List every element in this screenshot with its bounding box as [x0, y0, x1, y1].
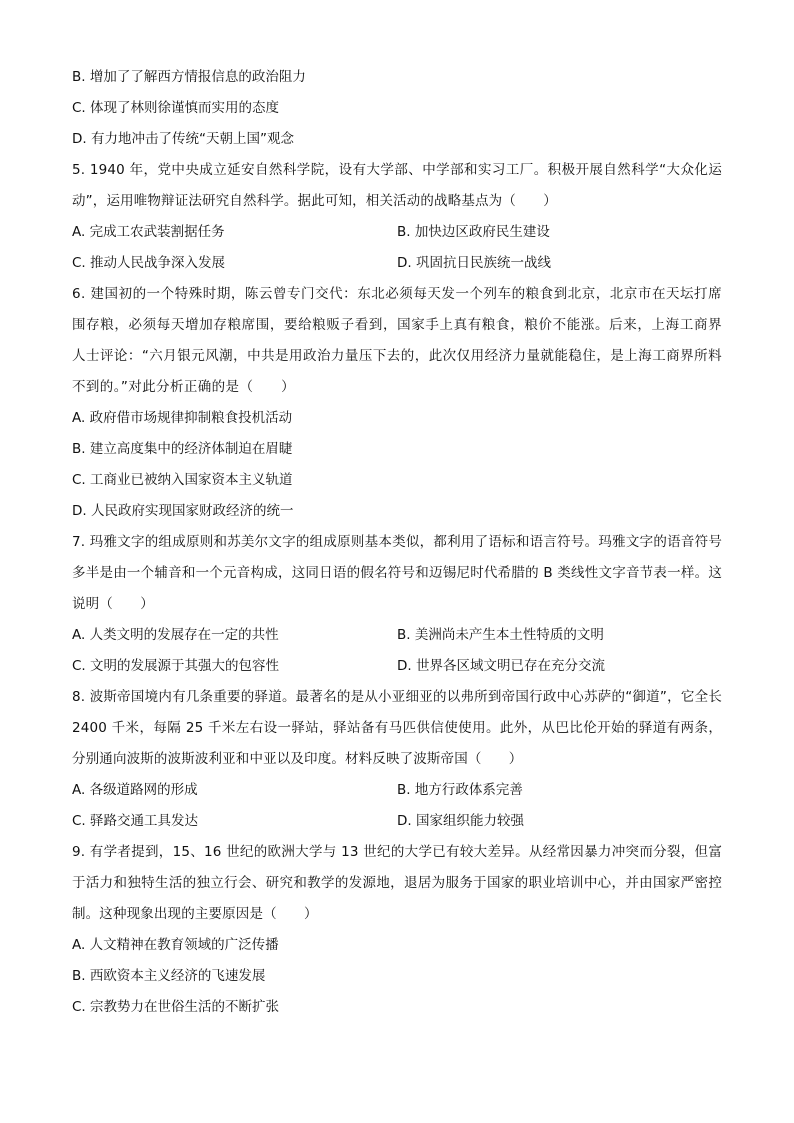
- question-5: [72, 155, 722, 279]
- option-d-prev: D. 有力地冲击了传统“天朝上国”观念: [72, 131, 294, 147]
- question-8-option-c: C. 驿路交通工具发达: [72, 813, 199, 829]
- question-7: [72, 527, 722, 682]
- question-7-option-a: A. 人类文明的发展存在一定的共性: [72, 627, 279, 643]
- question-5-option-b: B. 加快边区政府民生建设: [397, 224, 550, 240]
- option-c-prev: C. 体现了林则徐谨慎而实用的态度: [72, 100, 280, 116]
- question-9-option-a: A. 人文精神在教育领域的广泛传播: [72, 937, 279, 953]
- question-7-options: [72, 620, 722, 682]
- question-7-stem: 7. 玛雅文字的组成原则和苏美尔文字的组成原则基本类似，都利用了语标和语言符号。玛雅文字的语音符号多半是由一个辅音和一个元音构成，这同日语的假名符号和迈锡尼时代希腊的 B 类线性文字音节表一样。这说明（ ）: [72, 534, 722, 612]
- question-8-options: [72, 775, 722, 837]
- question-8: [72, 682, 722, 837]
- question-8-option-b: B. 地方行政体系完善: [397, 782, 523, 798]
- question-6-stem: 6. 建国初的一个特殊时期，陈云曾专门交代：东北必须每天发一个列车的粮食到北京，北京市在天坛打席围存粮，必须每天增加存粮席围，要给粮贩子看到，国家手上真有粮食，粮价不能涨。后来，上海工商界人士评论：“六月银元风潮，中共是用政治力量压下去的，此次仅用经济力量就能稳住，是上海工商界所料不到的。”对此分析正确的是（ ）: [72, 286, 722, 395]
- question-8-stem: 8. 波斯帝国境内有几条重要的驿道。最著名的是从小亚细亚的以弗所到帝国行政中心苏萨的“御道”，它全长 2400 千米，每隔 25 千米左右设一驿站，驿站备有马匹供信使使用。此外，从巴比伦开始的驿道有两条，分别通向波斯的波斯波利亚和中亚以及印度。材料反映了波斯帝国（ ）: [72, 689, 722, 767]
- question-5-option-d: D. 巩固抗日民族统一战线: [397, 255, 551, 271]
- exam-page: [72, 62, 722, 1023]
- question-6-option-c: C. 工商业已被纳入国家资本主义轨道: [72, 472, 293, 488]
- question-7-option-d: D. 世界各区域文明已存在充分交流: [397, 658, 605, 674]
- question-7-option-b: B. 美洲尚未产生本土性特质的文明: [397, 627, 604, 643]
- question-9: [72, 837, 722, 1023]
- question-6-option-b: B. 建立高度集中的经济体制迫在眉睫: [72, 441, 293, 457]
- question-6: [72, 279, 722, 527]
- question-9-stem: 9. 有学者提到，15、16 世纪的欧洲大学与 13 世纪的大学已有较大差异。从经常因暴力冲突而分裂，但富于活力和独特生活的独立行会、研究和教学的发源地，退居为服务于国家的职业培训中心，并由国家严密控制。这种现象出现的主要原因是（ ）: [72, 844, 722, 922]
- question-6-option-a: A. 政府借市场规律抑制粮食投机活动: [72, 410, 293, 426]
- question-8-option-a: A. 各级道路网的形成: [72, 782, 198, 798]
- question-5-stem: 5. 1940 年，党中央成立延安自然科学院，设有大学部、中学部和实习工厂。积极开展自然科学“大众化运动”，运用唯物辩证法研究自然科学。据此可知，相关活动的战略基点为（ ）: [72, 162, 722, 209]
- question-9-option-b: B. 西欧资本主义经济的飞速发展: [72, 968, 266, 984]
- question-9-option-c: C. 宗教势力在世俗生活的不断扩张: [72, 999, 280, 1015]
- question-6-option-d: D. 人民政府实现国家财政经济的统一: [72, 503, 294, 519]
- question-5-options: [72, 217, 722, 279]
- question-7-option-c: C. 文明的发展源于其强大的包容性: [72, 658, 280, 674]
- question-5-option-a: A. 完成工农武装割据任务: [72, 224, 225, 240]
- question-5-option-c: C. 推动人民战争深入发展: [72, 255, 226, 271]
- question-8-option-d: D. 国家组织能力较强: [397, 813, 524, 829]
- option-b-prev: B. 增加了了解西方情报信息的政治阻力: [72, 69, 306, 85]
